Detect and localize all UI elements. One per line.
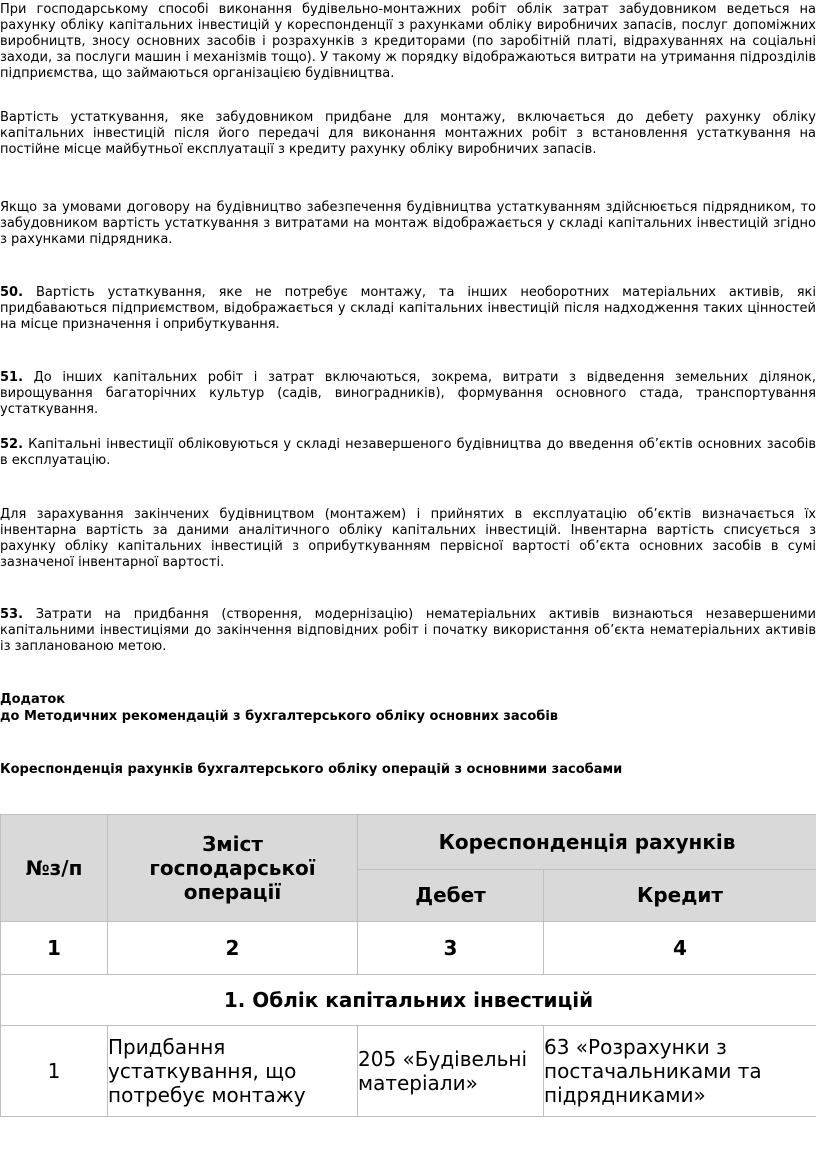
header-credit: Кредит bbox=[544, 869, 816, 922]
paragraph-inventory-value: Для зарахування закінчених будівництвом (монтажем) і прийнятих в експлуатацію об’єктів визначається їх інвентарна вартість за даними аналітичного обліку капітальних інвестицій. Інвентарна вартість списується з рахунку обліку капітальних інвестицій з оприбуткуванням первісної вартості об’єкта основних засобів в сумі зазначеної інвентарної вартості. bbox=[0, 507, 816, 570]
appendix-label: Додаток bbox=[0, 692, 66, 707]
paragraph-contractor-equipment: Якщо за умовами договору на будівництво забезпечення будівництва устаткуванням здійснюється підрядником, то забудовником вартість устаткування з витратами на монтаж відображається у складі капітальних інвестицій згідно з рахунками підрядника. bbox=[0, 200, 816, 247]
column-number-1: 1 bbox=[1, 922, 108, 975]
item-number: 52. bbox=[0, 437, 24, 452]
column-number-2: 2 bbox=[108, 922, 358, 975]
column-number-3: 3 bbox=[358, 922, 544, 975]
header-content: Зміст господарської операції bbox=[108, 815, 358, 922]
item-53 bbox=[0, 607, 816, 655]
header-correspondence: Кореспонденція рахунків bbox=[358, 815, 816, 870]
table-row bbox=[1, 1026, 816, 1117]
table-title: Кореспонденція рахунків бухгалтерського обліку операцій з основними засобами bbox=[0, 762, 623, 777]
column-number-4: 4 bbox=[544, 922, 816, 975]
appendix-subtitle: до Методичних рекомендацій з бухгалтерського обліку основних засобів bbox=[0, 709, 559, 724]
item-text: Затрати на придбання (створення, модернізацію) нематеріальних активів визнаються незавершеними капітальними інвестиціями до закінчення відповідних робіт і початку використання об’єкта нематеріальних активів із запланованою метою. bbox=[0, 607, 816, 654]
item-number: 53. bbox=[0, 607, 24, 622]
section-header: 1. Облік капітальних інвестицій bbox=[1, 975, 816, 1026]
header-number: №з/п bbox=[1, 815, 108, 922]
item-51 bbox=[0, 370, 816, 418]
item-text: До інших капітальних робіт і затрат включаються, зокрема, витрати з відведення земельних ділянок, вирощування багаторічних культур (садів, виноградників), формування основного стада, транспортування устаткування. bbox=[0, 370, 816, 417]
item-50 bbox=[0, 285, 816, 333]
correspondence-table bbox=[0, 814, 816, 1117]
row-number: 1 bbox=[1, 1026, 108, 1117]
row-credit: 63 «Розрахунки з постачальниками та підрядниками» bbox=[544, 1026, 816, 1117]
row-debit: 205 «Будівельні матеріали» bbox=[358, 1026, 544, 1117]
item-number: 50. bbox=[0, 285, 24, 300]
item-number: 51. bbox=[0, 370, 24, 385]
item-52 bbox=[0, 437, 816, 469]
item-text: Капітальні інвестиції обліковуються у складі незавершеного будівництва до введення об’єктів основних засобів в експлуатацію. bbox=[0, 437, 816, 468]
paragraph-construction-costs: При господарському способі виконання будівельно-монтажних робіт облік затрат забудовником ведеться на рахунку обліку капітальних інвестицій у кореспонденції з рахунками обліку виробничих запасів, послуг допоміжних виробництв, зносу основних засобів і розрахунків з кредиторами (по заробітній платі, відрахуваннях на соціальні заходи, за послуги машин і механізмів тощо). У такому ж порядку відображаються витрати на утримання підрозділів підприємства, що займаються організацією будівництва. bbox=[0, 2, 816, 81]
header-debit: Дебет bbox=[358, 869, 544, 922]
item-text: Вартість устаткування, яке не потребує монтажу, та інших необоротних матеріальних активів, які придбаваються підприємством, відображається у складі капітальних інвестицій після надходження таких цінностей на місце призначення і оприбуткування. bbox=[0, 285, 816, 332]
paragraph-equipment-installation: Вартість устаткування, яке забудовником придбане для монтажу, включається до дебету рахунку обліку капітальних інвестицій після його передачі для виконання монтажних робіт з встановлення устаткування на постійне місце майбутньої експлуатації з кредиту рахунку обліку виробничих запасів. bbox=[0, 110, 816, 157]
row-content: Придбання устаткування, що потребує монтажу bbox=[108, 1026, 358, 1117]
